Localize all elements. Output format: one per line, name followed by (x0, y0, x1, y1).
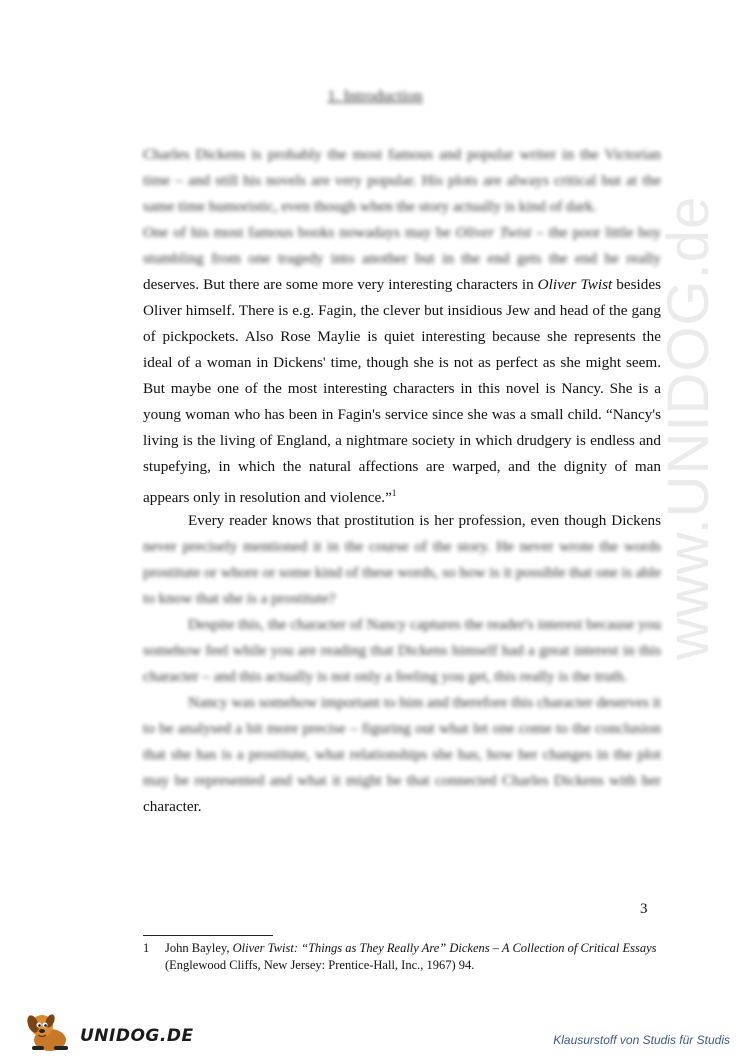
footnote-details: (Englewood Cliffs, New Jersey: Prentice-Hall, Inc., 1967) 94. (165, 958, 475, 972)
paragraph-5-text: character. (143, 798, 202, 815)
dog-mascot-icon (24, 1010, 72, 1054)
footer-tagline: Klausurstoff von Studis für Studis (553, 1033, 730, 1047)
section-heading: 1. Introduction (327, 88, 423, 105)
footnote-title: Oliver Twist: “Things as They Really Are” Dickens – A Collection of Critical Essays (232, 941, 657, 955)
paragraph-2-text-b: besides Oliver himself. There is e.g. Fagin, the clever but insidious Jew and head of the gang of pickpockets. Also Rose Maylie is quiet interesting because she represents the ideal of a woman in Dickens' time, though she is not as perfect as she might seem. But maybe one of the most interesting characters in this novel is Nancy. She is a young woman who has been in Fagin's service since she was a small child. “Nancy's living is the living of England, a nightmare society in which drudgery is endless and stupefying, in which the natural affections are warped, and the dignity of man appears only in resolution and violence.” (143, 276, 661, 507)
footnote-number: 1 (143, 941, 150, 955)
paragraph-4 (143, 612, 661, 690)
footnote-text (165, 940, 663, 974)
logo-text: UNIDOG.DE (80, 1026, 194, 1046)
footnote-marker: 1 (391, 488, 397, 498)
paragraph-2-blurred-title: Oliver Twist (455, 224, 532, 241)
unidog-logo (24, 1010, 194, 1055)
paragraph-3-blurred: never precisely mentioned it in the course of the story. He never wrote the words prostitute or whore or some kind of these words, so how is it possible that one is able to know that she is a prostitute? (143, 538, 661, 607)
paragraph-2-title: Oliver Twist (537, 276, 613, 293)
watermark: www.UNIDOG.de (656, 195, 721, 660)
paragraph-2 (143, 220, 661, 511)
footnote-author: John Bayley, (165, 941, 233, 955)
paragraph-4-text: Despite this, the character of Nancy captures the reader's interest because you somehow feel while you are reading that Dickens himself had a great interest in this character – and this actually is not only a feeling you get, this really is the truth. (143, 616, 661, 685)
footnote-divider (143, 935, 273, 936)
paragraph-5-blurred: Nancy was somehow important to him and therefore this character deserves it to be analysed a bit more precise – figuring out what let one come to the conclusion that she has is a prostitute, what relationships she has, how her changes in the plot may be represented and what it might be that connected Charles Dickens with her (143, 694, 661, 789)
paragraph-2-text-a: deserves. But there are some more very interesting characters in (143, 276, 538, 293)
paragraph-2-blurred-end: – the poor little boy stumbling from one tragedy into another but in the end gets the end he really (143, 224, 661, 267)
page-number: 3 (640, 901, 648, 917)
footnote (143, 940, 663, 974)
paragraph-5 (143, 690, 661, 820)
paragraph-1-text: Charles Dickens is probably the most famous and popular writer in the Victorian time – and still his novels are very popular. His plots are always critical but at the same time humoristic, even though when the story actually is kind of dark. (143, 146, 661, 215)
paragraph-1 (143, 142, 661, 220)
paragraph-3-text: Every reader knows that prostitution is her profession, even though Dickens (188, 512, 661, 529)
paragraph-2-blurred-start: One of his most famous books nowadays may be (143, 224, 456, 241)
paragraph-3 (143, 508, 661, 612)
